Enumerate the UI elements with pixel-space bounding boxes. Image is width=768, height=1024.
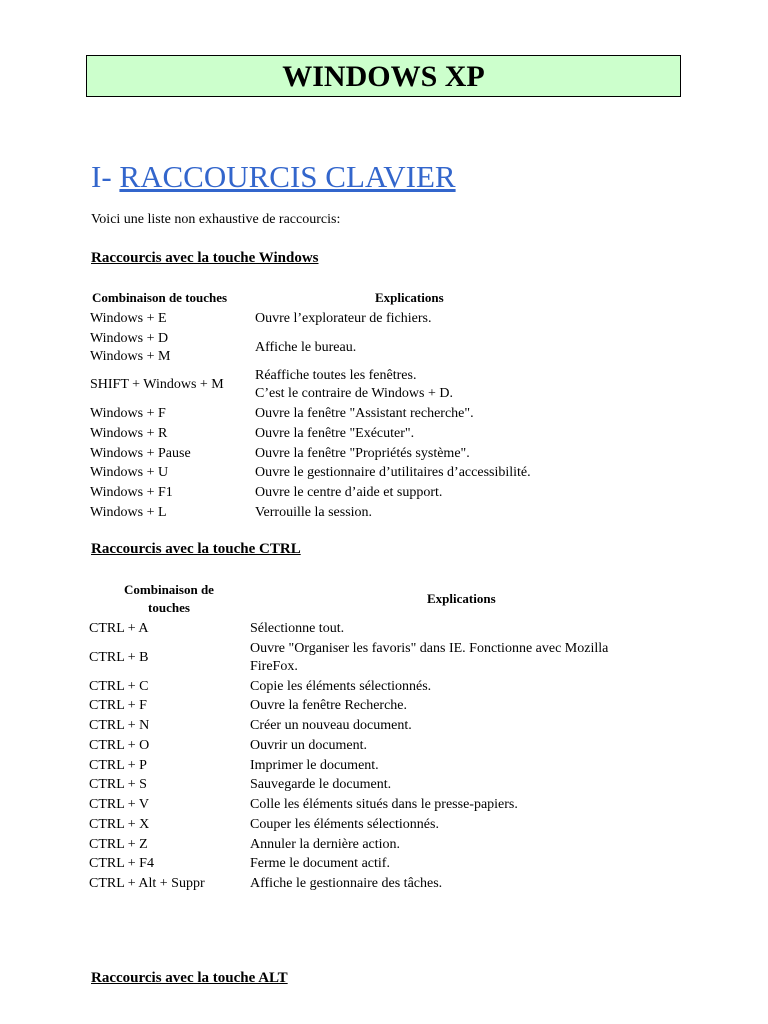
windows-shortcut-keys — [90, 505, 167, 523]
windows-shortcut-description — [255, 426, 414, 444]
windows-shortcut-key: Windows + D — [90, 330, 169, 346]
ctrl-table-row — [89, 797, 689, 817]
ctrl-shortcut-description — [250, 837, 400, 855]
windows-shortcut-keys — [90, 331, 170, 367]
ctrl-description-line: Ouvre la fenêtre Recherche. — [250, 698, 408, 714]
alt-heading: Raccourcis avec la touche ALT — [91, 970, 288, 986]
windows-table-row — [90, 485, 650, 505]
windows-shortcut-key: Windows + U — [90, 465, 169, 481]
windows-shortcut-keys — [90, 446, 191, 464]
windows-shortcut-keys — [90, 485, 173, 503]
ctrl-shortcut-description — [250, 621, 344, 639]
windows-shortcut-key: Windows + E — [90, 311, 167, 326]
section-number: I- — [91, 159, 120, 194]
ctrl-shortcut-keys — [89, 837, 148, 855]
ctrl-col-header-desc: Explications — [427, 591, 496, 606]
ctrl-shortcut-key: CTRL + S — [89, 777, 147, 793]
windows-description-line: Affiche le bureau. — [255, 339, 357, 355]
ctrl-shortcut-keys — [89, 876, 205, 894]
windows-shortcut-keys — [90, 426, 167, 444]
windows-shortcut-key: Windows + R — [90, 425, 168, 441]
ctrl-table-row — [89, 817, 689, 837]
ctrl-description-line: Colle les éléments situés dans le presse-papiers. — [250, 797, 518, 812]
ctrl-description-line: Couper les éléments sélectionnés. — [250, 816, 439, 832]
ctrl-shortcut-description — [250, 856, 390, 874]
ctrl-description-line: Affiche le gestionnaire des tâches. — [250, 876, 443, 891]
ctrl-shortcut-description — [250, 758, 379, 776]
ctrl-table-row — [89, 777, 689, 797]
ctrl-shortcut-keys — [89, 698, 147, 716]
ctrl-description-line: Sélectionne tout. — [250, 621, 345, 636]
ctrl-shortcut-key: CTRL + O — [89, 737, 150, 753]
windows-shortcut-key: Windows + F — [90, 406, 166, 422]
ctrl-shortcut-key: CTRL + X — [89, 816, 150, 832]
windows-shortcut-key: Windows + F1 — [90, 484, 173, 500]
ctrl-col-header-keys-line2: touches — [148, 600, 190, 615]
ctrl-shortcut-keys — [89, 797, 149, 815]
windows-shortcut-key: Windows + Pause — [90, 445, 191, 461]
ctrl-shortcut-keys — [89, 817, 149, 835]
windows-shortcut-description — [255, 406, 474, 424]
ctrl-table-row — [89, 738, 689, 758]
ctrl-shortcut-key: CTRL + P — [89, 757, 147, 773]
windows-table-row — [90, 505, 650, 525]
ctrl-shortcut-keys — [89, 738, 149, 756]
windows-description-line: Ouvre la fenêtre "Propriétés système". — [255, 445, 470, 461]
ctrl-shortcut-keys — [89, 718, 149, 736]
ctrl-shortcut-description — [250, 797, 518, 815]
ctrl-shortcut-keys — [89, 650, 149, 668]
ctrl-table-row — [89, 837, 689, 857]
ctrl-col-header-keys — [89, 581, 249, 617]
windows-shortcut-keys — [90, 406, 166, 424]
ctrl-description-line: Copie les éléments sélectionnés. — [250, 678, 432, 694]
ctrl-table-row — [89, 718, 689, 738]
ctrl-heading: Raccourcis avec la touche CTRL — [91, 541, 301, 557]
ctrl-shortcut-key: CTRL + A — [89, 621, 149, 636]
section-heading — [91, 157, 456, 197]
ctrl-description-line: Imprimer le document. — [250, 757, 379, 773]
ctrl-shortcut-keys — [89, 621, 149, 639]
ctrl-table-row — [89, 679, 689, 699]
windows-description-line: Ouvre la fenêtre "Assistant recherche". — [255, 406, 474, 422]
ctrl-description-line: Sauvegarde le document. — [250, 777, 392, 793]
ctrl-table-row — [89, 621, 689, 641]
ctrl-shortcut-key: CTRL + F4 — [89, 856, 154, 872]
windows-shortcut-keys — [90, 377, 224, 395]
ctrl-shortcut-key: CTRL + N — [89, 718, 150, 733]
ctrl-shortcut-description — [250, 641, 608, 677]
ctrl-table-row — [89, 876, 689, 896]
windows-shortcut-description — [255, 340, 356, 358]
windows-shortcut-description — [255, 368, 453, 404]
windows-description-line: Réaffiche toutes les fenêtres. — [255, 368, 417, 384]
windows-heading: Raccourcis avec la touche Windows — [91, 250, 319, 266]
windows-description-line: Ouvre la fenêtre "Exécuter". — [255, 425, 415, 441]
windows-table-row — [90, 406, 650, 426]
ctrl-col-header-keys-line1: Combinaison de — [124, 582, 214, 597]
ctrl-shortcut-key: CTRL + F — [89, 698, 147, 714]
windows-shortcut-description — [255, 446, 470, 464]
ctrl-description-line: Créer un nouveau document. — [250, 718, 412, 733]
ctrl-table-row — [89, 856, 689, 876]
ctrl-description-line: Ouvrir un document. — [250, 737, 368, 753]
ctrl-description-line: Annuler la dernière action. — [250, 836, 401, 852]
ctrl-shortcut-key: CTRL + C — [89, 678, 149, 694]
windows-shortcut-key: Windows + M — [90, 348, 171, 364]
intro-text: Voici une liste non exhaustive de raccourcis: — [91, 212, 341, 227]
section-title: RACCOURCIS CLAVIER — [119, 159, 456, 194]
ctrl-shortcut-description — [250, 876, 442, 894]
ctrl-shortcut-key: CTRL + B — [89, 649, 149, 665]
ctrl-shortcut-description — [250, 817, 439, 835]
windows-shortcut-description — [255, 505, 372, 523]
ctrl-shortcut-key: CTRL + Z — [89, 836, 148, 852]
ctrl-shortcut-key: CTRL + Alt + Suppr — [89, 876, 205, 891]
ctrl-table-row — [89, 758, 689, 778]
windows-shortcut-keys — [90, 465, 168, 483]
ctrl-shortcut-keys — [89, 679, 149, 697]
windows-col-header-keys: Combinaison de touches — [92, 290, 228, 305]
ctrl-table-row — [89, 641, 689, 679]
windows-col-header-desc: Explications — [375, 290, 444, 305]
windows-table-row — [90, 311, 650, 331]
windows-shortcut-description — [255, 311, 431, 329]
windows-description-line: Ouvre l’explorateur de fichiers. — [255, 311, 432, 326]
windows-shortcut-description — [255, 465, 531, 483]
ctrl-shortcut-description — [250, 679, 431, 697]
windows-shortcut-keys — [90, 311, 167, 329]
windows-table-row — [90, 331, 650, 369]
ctrl-description-line: Ferme le document actif. — [250, 856, 390, 872]
windows-description-line: Ouvre le gestionnaire d’utilitaires d’accessibilité. — [255, 465, 531, 481]
windows-description-line: Ouvre le centre d’aide et support. — [255, 484, 443, 500]
ctrl-description-line: Ouvre "Organiser les favoris" dans IE. Fonctionne avec Mozilla — [250, 640, 609, 656]
ctrl-shortcut-keys — [89, 758, 147, 776]
ctrl-shortcut-keys — [89, 856, 154, 874]
windows-table-row — [90, 368, 650, 406]
ctrl-shortcut-description — [250, 777, 391, 795]
ctrl-description-line: FireFox. — [250, 658, 298, 674]
windows-shortcut-description — [255, 485, 442, 503]
document-title: WINDOWS XP — [86, 55, 681, 97]
windows-description-line: C’est le contraire de Windows + D. — [255, 386, 453, 402]
windows-shortcut-key: Windows + L — [90, 504, 167, 520]
windows-shortcut-key: SHIFT + Windows + M — [90, 377, 224, 393]
ctrl-shortcut-description — [250, 738, 367, 756]
ctrl-shortcut-key: CTRL + V — [89, 797, 150, 812]
ctrl-shortcut-keys — [89, 777, 147, 795]
windows-table-row — [90, 465, 650, 485]
ctrl-shortcut-description — [250, 718, 412, 736]
windows-table-row — [90, 446, 650, 466]
ctrl-table-row — [89, 698, 689, 718]
windows-description-line: Verrouille la session. — [255, 504, 373, 520]
ctrl-shortcut-description — [250, 698, 407, 716]
windows-table-row — [90, 426, 650, 446]
